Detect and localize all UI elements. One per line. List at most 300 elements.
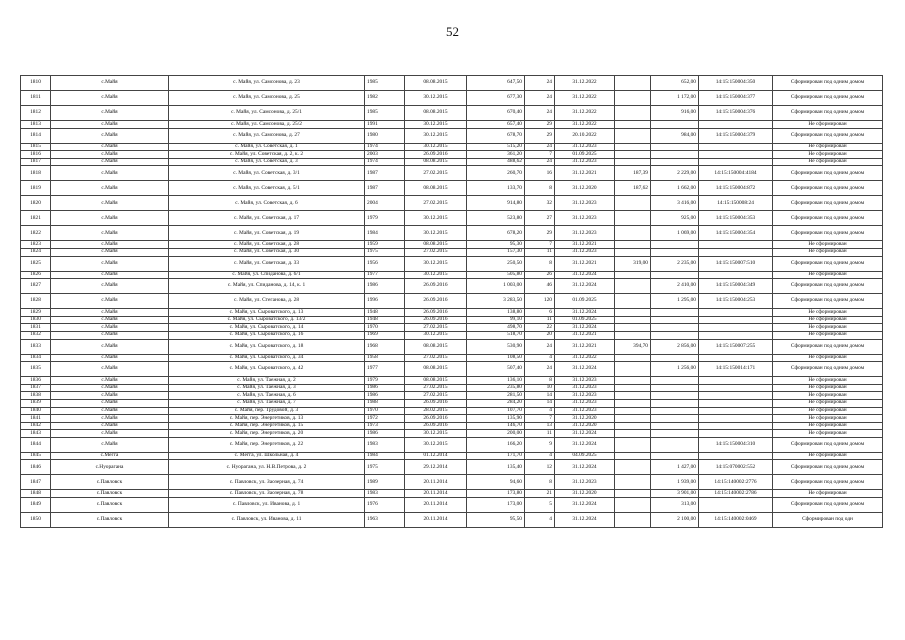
land-area-cell xyxy=(651,121,699,129)
table-row xyxy=(21,241,883,249)
planned-date-cell: 31.12.2023 xyxy=(555,377,615,385)
area-cell: 107,70 xyxy=(467,407,525,415)
cadastral-number-cell: 14:15:140002:0469 xyxy=(699,513,773,528)
value-cell xyxy=(615,309,651,317)
survey-date-cell: 30.12.2015 xyxy=(405,331,467,339)
table-row xyxy=(21,279,883,294)
housing-registry-table xyxy=(20,75,883,528)
land-status-cell: Не сформирован xyxy=(773,422,883,430)
locality-cell: с.Майя xyxy=(51,128,169,143)
locality-cell: с.Майя xyxy=(51,143,169,151)
locality-cell: с.Майя xyxy=(51,316,169,324)
planned-date-cell: 31.12.2022 xyxy=(555,354,615,362)
land-area-cell xyxy=(651,151,699,159)
table-row xyxy=(21,460,883,475)
planned-date-cell: 31.12.2022 xyxy=(555,91,615,106)
year-built-cell: 1976 xyxy=(365,498,405,513)
land-area-cell xyxy=(651,248,699,256)
value-cell xyxy=(615,498,651,513)
land-area-cell xyxy=(651,331,699,339)
land-status-cell: Сформирован под одним домом xyxy=(773,294,883,309)
cadastral-number-cell xyxy=(699,271,773,279)
apartments-cell: 24 xyxy=(525,91,555,106)
area-cell: 281,50 xyxy=(467,392,525,400)
table-row xyxy=(21,415,883,423)
planned-date-cell: 31.12.2024 xyxy=(555,430,615,438)
cadastral-number-cell xyxy=(699,498,773,513)
survey-date-cell: 08.08.2015 xyxy=(405,158,467,166)
area-cell: 200,00 xyxy=(467,430,525,438)
survey-date-cell: 28.02.2015 xyxy=(405,407,467,415)
land-area-cell xyxy=(651,392,699,400)
land-status-cell: Не сформирован xyxy=(773,241,883,249)
value-cell xyxy=(615,226,651,241)
area-cell: 361,20 xyxy=(467,151,525,159)
land-area-cell xyxy=(651,354,699,362)
area-cell: 94,60 xyxy=(467,475,525,490)
planned-date-cell: 31.12.2023 xyxy=(555,475,615,490)
area-cell: 235,80 xyxy=(467,384,525,392)
value-cell xyxy=(615,399,651,407)
value-cell xyxy=(615,415,651,423)
cadastral-number-cell: 14:15:150014:171 xyxy=(699,362,773,377)
planned-date-cell: 31.12.2023 xyxy=(555,158,615,166)
land-area-cell xyxy=(651,324,699,332)
land-area-cell: 1 172,00 xyxy=(651,91,699,106)
address-cell: с. Майя, пер. Энергетиков, д. 13 xyxy=(169,415,365,423)
survey-date-cell: 26.09.2016 xyxy=(405,422,467,430)
value-cell xyxy=(615,377,651,385)
locality-cell: с.Майя xyxy=(51,76,169,91)
planned-date-cell: 31.12.2023 xyxy=(555,407,615,415)
table-row xyxy=(21,271,883,279)
value-cell xyxy=(615,241,651,249)
table-row xyxy=(21,151,883,159)
row-number-cell: 1817 xyxy=(21,158,51,166)
year-built-cell: 2004 xyxy=(365,196,405,211)
planned-date-cell: 31.12.2023 xyxy=(555,248,615,256)
address-cell: с. Майя, ул. Самсонова, д. 27 xyxy=(169,128,365,143)
value-cell xyxy=(615,211,651,226)
survey-date-cell: 08.08.2015 xyxy=(405,76,467,91)
apartments-cell: 11 xyxy=(525,316,555,324)
address-cell: с. Павловск, ул. Заозерная, д. 78 xyxy=(169,490,365,498)
land-area-cell: 2 229,00 xyxy=(651,166,699,181)
year-built-cell: 1948 xyxy=(365,309,405,317)
value-cell: 319,00 xyxy=(615,256,651,271)
row-number-cell: 1838 xyxy=(21,392,51,400)
cadastral-number-cell: 14:15:150004:377 xyxy=(699,91,773,106)
planned-date-cell: 31.12.2021 xyxy=(555,241,615,249)
area-cell: 135,40 xyxy=(467,460,525,475)
year-built-cell: 1985 xyxy=(365,106,405,121)
planned-date-cell: 31.12.2021 xyxy=(555,256,615,271)
table-row xyxy=(21,430,883,438)
planned-date-cell: 31.12.2024 xyxy=(555,460,615,475)
row-number-cell: 1826 xyxy=(21,271,51,279)
year-built-cell: 1983 xyxy=(365,490,405,498)
survey-date-cell: 08.08.2015 xyxy=(405,241,467,249)
apartments-cell: 24 xyxy=(525,362,555,377)
year-built-cell: 1987 xyxy=(365,166,405,181)
apartments-cell: 13 xyxy=(525,422,555,430)
cadastral-number-cell xyxy=(699,309,773,317)
cadastral-number-cell xyxy=(699,121,773,129)
cadastral-number-cell: 14:15:150004:353 xyxy=(699,211,773,226)
table-row xyxy=(21,407,883,415)
planned-date-cell: 31.12.2024 xyxy=(555,271,615,279)
area-cell: 171,70 xyxy=(467,452,525,460)
value-cell xyxy=(615,392,651,400)
address-cell: с. Майя, ул. Сыроватского, д. 42 xyxy=(169,362,365,377)
address-cell: с. Майя, ул. Таежная, д. 6 xyxy=(169,392,365,400)
survey-date-cell: 30.12.2015 xyxy=(405,121,467,129)
value-cell xyxy=(615,248,651,256)
table-row xyxy=(21,166,883,181)
address-cell: с. Майя, ул. Советская, д. 3 xyxy=(169,158,365,166)
locality-cell: с.Павловск xyxy=(51,490,169,498)
cadastral-number-cell: 14:15:150008:24 xyxy=(699,196,773,211)
row-number-cell: 1842 xyxy=(21,422,51,430)
survey-date-cell: 27.02.2015 xyxy=(405,166,467,181)
land-status-cell: Сформирован под одним домом xyxy=(773,362,883,377)
land-status-cell: Не сформирован xyxy=(773,309,883,317)
planned-date-cell: 31.12.2024 xyxy=(555,279,615,294)
land-area-cell: 984,00 xyxy=(651,128,699,143)
survey-date-cell: 08.08.2015 xyxy=(405,181,467,196)
address-cell: с. Майя, пер. Энергетиков, д. 22 xyxy=(169,437,365,452)
survey-date-cell: 30.12.2015 xyxy=(405,226,467,241)
land-status-cell: Не сформирован xyxy=(773,377,883,385)
land-area-cell: 1 662,00 xyxy=(651,181,699,196)
land-status-cell: Сформирован под одним домом xyxy=(773,76,883,91)
land-status-cell: Сформирован под одним домом xyxy=(773,339,883,354)
area-cell: 488,62 xyxy=(467,158,525,166)
land-area-cell: 652,00 xyxy=(651,76,699,91)
area-cell: 284,20 xyxy=(467,399,525,407)
year-built-cell: 1969 xyxy=(365,331,405,339)
area-cell: 678,70 xyxy=(467,128,525,143)
cadastral-number-cell xyxy=(699,384,773,392)
cadastral-number-cell: 14:15:150007:255 xyxy=(699,339,773,354)
row-number-cell: 1820 xyxy=(21,196,51,211)
locality-cell: с.Майя xyxy=(51,256,169,271)
area-cell: 135,90 xyxy=(467,415,525,423)
locality-cell: с.Мегга xyxy=(51,452,169,460)
locality-cell: с.Майя xyxy=(51,430,169,438)
value-cell xyxy=(615,407,651,415)
land-area-cell xyxy=(651,437,699,452)
land-area-cell: 1 069,00 xyxy=(651,226,699,241)
year-built-cell: 1986 xyxy=(365,279,405,294)
row-number-cell: 1847 xyxy=(21,475,51,490)
apartments-cell: 26 xyxy=(525,271,555,279)
value-cell xyxy=(615,354,651,362)
cadastral-number-cell: 14:15:150007:510 xyxy=(699,256,773,271)
row-number-cell: 1839 xyxy=(21,399,51,407)
apartments-cell: 4 xyxy=(525,452,555,460)
table-row xyxy=(21,324,883,332)
locality-cell: с.Павловск xyxy=(51,498,169,513)
row-number-cell: 1818 xyxy=(21,166,51,181)
locality-cell: с.Майя xyxy=(51,362,169,377)
cadastral-number-cell xyxy=(699,143,773,151)
table-row xyxy=(21,339,883,354)
cadastral-number-cell xyxy=(699,430,773,438)
year-built-cell: 1984 xyxy=(365,226,405,241)
survey-date-cell: 01.12.2014 xyxy=(405,452,467,460)
cadastral-number-cell xyxy=(699,377,773,385)
area-cell: 518,70 xyxy=(467,331,525,339)
address-cell: с. Майя, ул. Советская, д. 33 xyxy=(169,256,365,271)
cadastral-number-cell: 14:15:150004:354 xyxy=(699,226,773,241)
locality-cell: с.Майя xyxy=(51,151,169,159)
value-cell xyxy=(615,128,651,143)
land-status-cell: Сформирован под одним домом xyxy=(773,106,883,121)
row-number-cell: 1828 xyxy=(21,294,51,309)
apartments-cell: 24 xyxy=(525,143,555,151)
apartments-cell: 7 xyxy=(525,241,555,249)
row-number-cell: 1849 xyxy=(21,498,51,513)
survey-date-cell: 27.02.2015 xyxy=(405,384,467,392)
address-cell: с. Майя, ул. Советская, д. 19 xyxy=(169,226,365,241)
land-area-cell xyxy=(651,422,699,430)
address-cell: с. Майя, ул. Советская, д. 17 xyxy=(169,211,365,226)
apartments-cell: 29 xyxy=(525,128,555,143)
apartments-cell: 7 xyxy=(525,415,555,423)
table-row xyxy=(21,475,883,490)
cadastral-number-cell: 14:15:150004:310 xyxy=(699,437,773,452)
survey-date-cell: 08.08.2015 xyxy=(405,362,467,377)
table-row xyxy=(21,331,883,339)
row-number-cell: 1816 xyxy=(21,151,51,159)
planned-date-cell: 31.12.2020 xyxy=(555,490,615,498)
survey-date-cell: 26.09.2016 xyxy=(405,309,467,317)
year-built-cell: 2003 xyxy=(365,151,405,159)
locality-cell: с.Майя xyxy=(51,415,169,423)
land-area-cell: 2 410,00 xyxy=(651,279,699,294)
apartments-cell: 32 xyxy=(525,196,555,211)
row-number-cell: 1810 xyxy=(21,76,51,91)
planned-date-cell: 31.12.2024 xyxy=(555,498,615,513)
apartments-cell: 11 xyxy=(525,430,555,438)
land-status-cell: Сформирован под одним домом xyxy=(773,279,883,294)
address-cell: с. Майя, ул. Советская, д. 30 xyxy=(169,248,365,256)
address-cell: с. Павловск, ул. Иванова, д. 11 xyxy=(169,513,365,528)
land-status-cell: Не сформирован xyxy=(773,248,883,256)
table-row xyxy=(21,248,883,256)
survey-date-cell: 27.02.2015 xyxy=(405,392,467,400)
address-cell: с. Майя, ул. Самсонова, д. 23 xyxy=(169,76,365,91)
survey-date-cell: 08.08.2015 xyxy=(405,377,467,385)
land-status-cell: Сформирован под одним домом xyxy=(773,181,883,196)
address-cell: с. Майя, ул. Советская, д. 5/1 xyxy=(169,181,365,196)
address-cell: с. Майя, ул. Самсонова, д. 25/2 xyxy=(169,121,365,129)
planned-date-cell: 31.12.2024 xyxy=(555,513,615,528)
cadastral-number-cell xyxy=(699,452,773,460)
value-cell xyxy=(615,324,651,332)
year-built-cell: 1948 xyxy=(365,316,405,324)
year-built-cell: 1986 xyxy=(365,392,405,400)
area-cell: 523,80 xyxy=(467,211,525,226)
row-number-cell: 1813 xyxy=(21,121,51,129)
cadastral-number-cell xyxy=(699,399,773,407)
land-area-cell: 2 856,00 xyxy=(651,339,699,354)
survey-date-cell: 08.08.2015 xyxy=(405,106,467,121)
row-number-cell: 1815 xyxy=(21,143,51,151)
address-cell: с. Майя, ул. Сыроватского, д. 14 xyxy=(169,324,365,332)
area-cell: 166,20 xyxy=(467,437,525,452)
locality-cell: с.Майя xyxy=(51,399,169,407)
planned-date-cell: 31.12.2024 xyxy=(555,324,615,332)
land-area-cell: 2 100,00 xyxy=(651,513,699,528)
address-cell: с. Павловск, ул. Заозерная, д. 74 xyxy=(169,475,365,490)
apartments-cell: 21 xyxy=(525,490,555,498)
area-cell: 173,80 xyxy=(467,490,525,498)
planned-date-cell: 31.12.2023 xyxy=(555,384,615,392)
table-row xyxy=(21,354,883,362)
locality-cell: с.Нуорагана xyxy=(51,460,169,475)
value-cell xyxy=(615,490,651,498)
address-cell: с. Майя, ул. Советская, д. 28 xyxy=(169,241,365,249)
survey-date-cell: 26.09.2016 xyxy=(405,151,467,159)
land-status-cell: Не сформирован xyxy=(773,158,883,166)
land-area-cell xyxy=(651,399,699,407)
value-cell xyxy=(615,513,651,528)
value-cell xyxy=(615,331,651,339)
value-cell xyxy=(615,279,651,294)
cadastral-number-cell: 14:15:070002:552 xyxy=(699,460,773,475)
area-cell: 136,10 xyxy=(467,377,525,385)
cadastral-number-cell xyxy=(699,354,773,362)
planned-date-cell: 31.12.2020 xyxy=(555,422,615,430)
row-number-cell: 1825 xyxy=(21,256,51,271)
land-status-cell: Не сформирован xyxy=(773,143,883,151)
land-area-cell xyxy=(651,309,699,317)
table-row xyxy=(21,392,883,400)
address-cell: с. Майя, ул. Сыроватского, д. 18 xyxy=(169,339,365,354)
area-cell: 173,00 xyxy=(467,498,525,513)
row-number-cell: 1811 xyxy=(21,91,51,106)
land-area-cell: 1 256,00 xyxy=(651,362,699,377)
table-row xyxy=(21,377,883,385)
apartments-cell: 16 xyxy=(525,166,555,181)
survey-date-cell: 26.09.2016 xyxy=(405,415,467,423)
locality-cell: с.Майя xyxy=(51,324,169,332)
cadastral-number-cell: 14:15:150004:349 xyxy=(699,279,773,294)
locality-cell: с.Майя xyxy=(51,248,169,256)
table-row xyxy=(21,452,883,460)
cadastral-number-cell xyxy=(699,331,773,339)
value-cell xyxy=(615,437,651,452)
value-cell xyxy=(615,143,651,151)
land-status-cell: Не сформирован xyxy=(773,490,883,498)
land-area-cell xyxy=(651,316,699,324)
cadastral-number-cell xyxy=(699,241,773,249)
area-cell: 678,20 xyxy=(467,226,525,241)
survey-date-cell: 30.12.2015 xyxy=(405,437,467,452)
cadastral-number-cell: 14:15:150004:379 xyxy=(699,128,773,143)
apartments-cell: 20 xyxy=(525,331,555,339)
row-number-cell: 1827 xyxy=(21,279,51,294)
value-cell xyxy=(615,91,651,106)
land-status-cell: Не сформирован xyxy=(773,324,883,332)
cadastral-number-cell xyxy=(699,407,773,415)
cadastral-number-cell: 14:15:150004:4184 xyxy=(699,166,773,181)
table-row xyxy=(21,211,883,226)
land-area-cell: 313,00 xyxy=(651,498,699,513)
locality-cell: с.Майя xyxy=(51,166,169,181)
row-number-cell: 1821 xyxy=(21,211,51,226)
row-number-cell: 1829 xyxy=(21,309,51,317)
table-row xyxy=(21,226,883,241)
apartments-cell: 8 xyxy=(525,377,555,385)
survey-date-cell: 30.12.2015 xyxy=(405,430,467,438)
address-cell: с. Майя, ул. Стеганова, д. 28 xyxy=(169,294,365,309)
locality-cell: с.Майя xyxy=(51,158,169,166)
apartments-cell: 8 xyxy=(525,181,555,196)
area-cell: 157,30 xyxy=(467,248,525,256)
cadastral-number-cell xyxy=(699,248,773,256)
land-status-cell: Не сформирован xyxy=(773,407,883,415)
land-status-cell: Сформирован под одним домом xyxy=(773,128,883,143)
locality-cell: с.Майя xyxy=(51,309,169,317)
survey-date-cell: 30.12.2015 xyxy=(405,271,467,279)
row-number-cell: 1844 xyxy=(21,437,51,452)
value-cell xyxy=(615,362,651,377)
table-row xyxy=(21,362,883,377)
value-cell xyxy=(615,430,651,438)
cadastral-number-cell xyxy=(699,324,773,332)
value-cell xyxy=(615,151,651,159)
apartments-cell: 8 xyxy=(525,475,555,490)
apartments-cell: 10 xyxy=(525,384,555,392)
table-row xyxy=(21,121,883,129)
row-number-cell: 1840 xyxy=(21,407,51,415)
year-built-cell: 1989 xyxy=(365,475,405,490)
cadastral-number-cell xyxy=(699,392,773,400)
land-area-cell xyxy=(651,143,699,151)
value-cell xyxy=(615,158,651,166)
planned-date-cell: 31.12.2023 xyxy=(555,226,615,241)
planned-date-cell: 04.09.2025 xyxy=(555,452,615,460)
year-built-cell: 1970 xyxy=(365,407,405,415)
locality-cell: с.Майя xyxy=(51,339,169,354)
survey-date-cell: 20.11.2014 xyxy=(405,490,467,498)
row-number-cell: 1822 xyxy=(21,226,51,241)
row-number-cell: 1845 xyxy=(21,452,51,460)
address-cell: с. Майя, ул. Сыроватского, д. 13/2 xyxy=(169,316,365,324)
land-status-cell: Не сформирован xyxy=(773,392,883,400)
cadastral-number-cell xyxy=(699,151,773,159)
row-number-cell: 1846 xyxy=(21,460,51,475)
land-area-cell xyxy=(651,158,699,166)
apartments-cell: 12 xyxy=(525,460,555,475)
area-cell: 95,50 xyxy=(467,513,525,528)
apartments-cell: 29 xyxy=(525,226,555,241)
table-row xyxy=(21,91,883,106)
locality-cell: с.Майя xyxy=(51,121,169,129)
planned-date-cell: 31.12.2020 xyxy=(555,181,615,196)
year-built-cell: 1958 xyxy=(365,354,405,362)
locality-cell: с.Майя xyxy=(51,271,169,279)
year-built-cell: 1968 xyxy=(365,339,405,354)
row-number-cell: 1831 xyxy=(21,324,51,332)
locality-cell: с.Павловск xyxy=(51,475,169,490)
area-cell: 108,50 xyxy=(467,354,525,362)
apartments-cell: 22 xyxy=(525,324,555,332)
year-built-cell: 1963 xyxy=(365,513,405,528)
